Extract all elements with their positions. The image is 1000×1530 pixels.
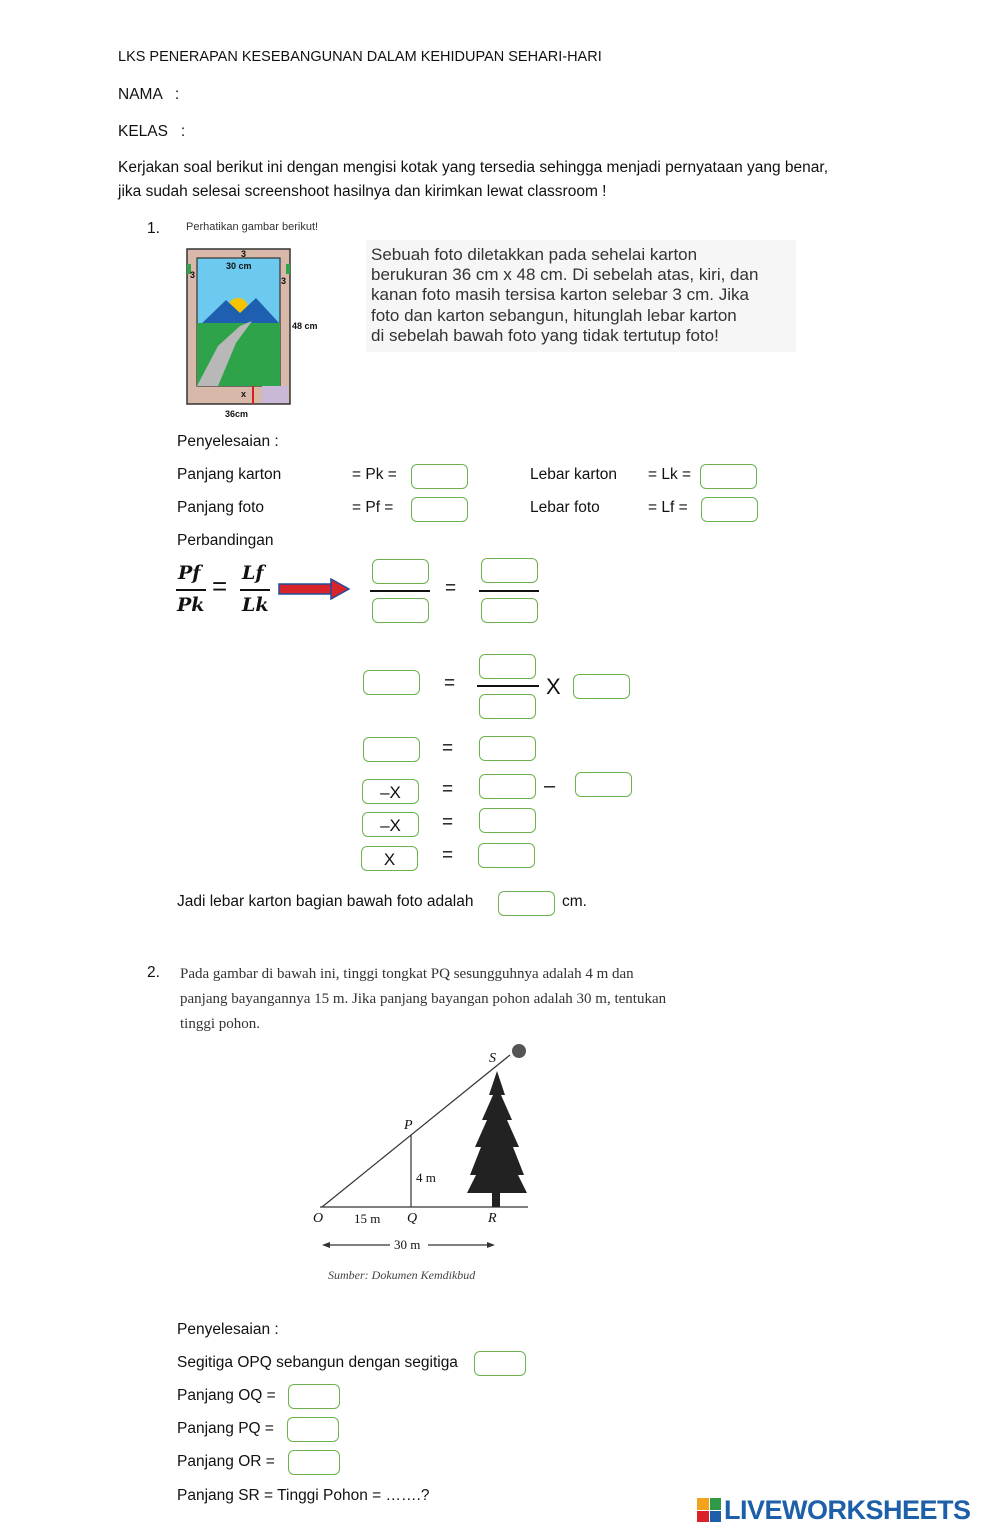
diagram-label-q: Q	[407, 1211, 418, 1226]
step3-left-input[interactable]	[363, 737, 420, 762]
figure-label-base: 36cm	[225, 409, 249, 419]
equals-sign: =	[442, 812, 454, 833]
pk-input[interactable]	[411, 464, 468, 489]
tree-shadow-diagram	[300, 1035, 550, 1265]
pf-equals: = Pf =	[352, 499, 394, 516]
pf-input[interactable]	[411, 497, 468, 522]
logo-mark-icon	[697, 1498, 721, 1522]
lf-equals: = Lf =	[648, 499, 688, 516]
conclusion-text: Jadi lebar karton bagian bawah foto adalah	[177, 893, 474, 910]
problem-1-line: kanan foto masih tersisa karton selebar 3 cm. Jika	[371, 285, 749, 304]
neg-x-label: –X	[380, 816, 401, 835]
step6-right-input[interactable]	[478, 843, 535, 868]
diagram-label-s: S	[489, 1051, 496, 1066]
question-1-number: 1.	[147, 220, 160, 237]
diagram-label-r: R	[488, 1211, 497, 1226]
photo-carton-drawing	[178, 218, 343, 424]
brand-name: LIVEWORKSHEETS	[724, 1495, 971, 1525]
figure-caption: Perhatikan gambar berikut!	[186, 221, 319, 233]
problem-1-text	[366, 240, 796, 352]
figure-label-x: x	[241, 389, 247, 399]
diagram-label-p: P	[404, 1118, 413, 1133]
lebar-karton-label: Lebar karton	[530, 466, 618, 483]
perbandingan-label: Perbandingan	[177, 532, 274, 549]
ratio-lf-input[interactable]	[481, 558, 538, 583]
red-arrow-icon	[278, 578, 350, 600]
or-label: Panjang OR =	[177, 1453, 275, 1470]
step2-denominator-input[interactable]	[479, 694, 536, 719]
times-sign: X	[546, 674, 561, 699]
step2-left-input[interactable]	[363, 670, 420, 695]
step6-left-input[interactable]	[361, 846, 418, 871]
similar-triangle-label: Segitiga OPQ sebangun dengan segitiga	[177, 1354, 458, 1371]
formula-pk: Pk	[177, 594, 205, 616]
answer-1-input[interactable]	[498, 891, 555, 916]
panjang-foto-label: Panjang foto	[177, 499, 265, 516]
diagram-label-or: 30 m	[394, 1237, 421, 1252]
equals-sign: =	[442, 738, 454, 759]
ratio-pf-input[interactable]	[372, 559, 429, 584]
pk-equals: = Pk =	[352, 466, 397, 483]
step5-right-input[interactable]	[479, 808, 536, 833]
equals-sign: =	[444, 673, 456, 694]
figure-label-top: 3	[241, 249, 247, 259]
formula-fraction-bar	[176, 589, 206, 591]
problem-1-line: berukuran 36 cm x 48 cm. Di sebelah atas, kiri, dan	[371, 265, 759, 284]
liveworksheets-logo	[697, 1494, 997, 1526]
problem-2-line: Pada gambar di bawah ini, tinggi tongkat PQ sesungguhnya adalah 4 m dan	[180, 966, 634, 982]
nama-label: NAMA :	[118, 86, 180, 103]
kelas-label: KELAS :	[118, 123, 186, 140]
similar-triangle-input[interactable]	[474, 1351, 526, 1376]
step2-multiplier-input[interactable]	[573, 674, 630, 699]
step3-right-input[interactable]	[479, 736, 536, 761]
diagram-label-pq: 4 m	[416, 1170, 436, 1185]
instruction-line-2: jika sudah selesai screenshoot hasilnya dan kirimkan lewat classroom !	[118, 183, 607, 200]
diagram-source: Sumber: Dokumen Kemdikbud	[328, 1268, 476, 1282]
worksheet-title: LKS PENERAPAN KESEBANGUNAN DALAM KEHIDUPAN SEHARI-HARI	[118, 49, 602, 65]
problem-1-line: foto dan karton sebangun, hitunglah lebar karton	[371, 306, 737, 325]
ratio-pk-input[interactable]	[372, 598, 429, 623]
formula-lk: Lk	[242, 594, 269, 616]
fraction-bar	[479, 590, 539, 592]
lk-equals: = Lk =	[648, 466, 692, 483]
equals-sign: =	[445, 578, 457, 599]
step4-right-b-input[interactable]	[575, 772, 632, 797]
step4-left-input[interactable]	[362, 779, 419, 804]
question-2-number: 2.	[147, 964, 160, 981]
formula-lf: Lf	[242, 562, 264, 584]
solution-1-label: Penyelesaian :	[177, 433, 279, 450]
equals-sign: =	[442, 779, 454, 800]
problem-1-line: Sebuah foto diletakkan pada sehelai karton	[371, 245, 698, 264]
step5-left-input[interactable]	[362, 812, 419, 837]
pq-input[interactable]	[287, 1417, 339, 1442]
diagram-label-o: O	[313, 1211, 324, 1226]
formula-equals: =	[212, 571, 228, 601]
figure-label-right: 3	[281, 276, 287, 286]
fraction-bar	[370, 590, 430, 592]
lk-input[interactable]	[700, 464, 757, 489]
lebar-foto-label: Lebar foto	[530, 499, 600, 516]
formula-fraction-bar	[240, 589, 270, 591]
step4-right-a-input[interactable]	[479, 774, 536, 799]
diagram-label-oq: 15 m	[354, 1211, 381, 1226]
figure-label-width: 30 cm	[226, 261, 252, 271]
ratio-lk-input[interactable]	[481, 598, 538, 623]
conclusion-unit: cm.	[562, 893, 587, 910]
fraction-bar	[477, 685, 539, 687]
problem-2-line: tinggi pohon.	[180, 1016, 261, 1032]
oq-label: Panjang OQ =	[177, 1387, 276, 1404]
pq-label: Panjang PQ =	[177, 1420, 274, 1437]
equals-sign: =	[442, 845, 454, 866]
figure-label-left: 3	[190, 270, 196, 280]
minus-sign: –	[544, 775, 556, 797]
figure-label-height: 48 cm	[292, 321, 318, 331]
neg-x-label: –X	[380, 783, 401, 802]
problem-1-line: di sebelah bawah foto yang tidak tertutup foto!	[371, 326, 719, 345]
x-label: X	[383, 850, 396, 869]
instruction-line-1: Kerjakan soal berikut ini dengan mengisi kotak yang tersedia sehingga menjadi pernyataan yang benar,	[118, 159, 829, 176]
or-input[interactable]	[288, 1450, 340, 1475]
panjang-karton-label: Panjang karton	[177, 466, 282, 483]
sr-label: Panjang SR = Tinggi Pohon = …….?	[177, 1487, 430, 1504]
problem-2-line: panjang bayangannya 15 m. Jika panjang bayangan pohon adalah 30 m, tentukan	[180, 991, 667, 1007]
solution-2-label: Penyelesaian :	[177, 1321, 279, 1338]
oq-input[interactable]	[288, 1384, 340, 1409]
formula-pf: Pf	[178, 562, 201, 584]
step2-numerator-input[interactable]	[479, 654, 536, 679]
photo-carton-figure	[178, 218, 343, 424]
lf-input[interactable]	[701, 497, 758, 522]
